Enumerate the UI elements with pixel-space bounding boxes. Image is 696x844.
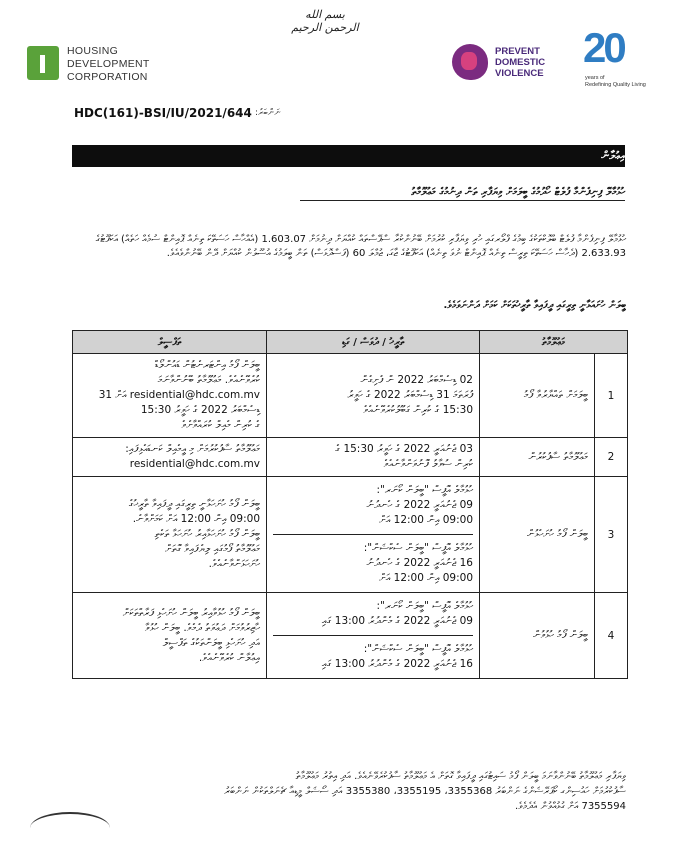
details-line: ބީލަން ފޯމު ހުށަހަޅާއިރު ހުށަހަޅާ ތަކެތި [154, 528, 260, 540]
date-line: 16 ޖެނުއަރީ 2022 ގެ ހެނދުނު [366, 557, 473, 569]
intro-paragraph: ހުޅުމާލޭ ފިނިފެންމާ ފުލެޓް ބްލޮކްތަކުގެ ބިމުގެ ފްލޯރގައި ހުރި ވިޔަފާރި ކުރުމަށް ބޭނުންކުރާ ސްޕޭސްތައް ކުއްޔަށް ދިނުމަށް 1.603.07 (އެއްހާސް ހަސަތޭކަ ތިނެއް ޕޮއިންޓް ސުމެއް ހަތެއް) އަކަފޫޓުގެ 2.633.93 (ދެހާސް ހަސަތޭކަ ތިރީސް ތިނެއް ޕޮއިންޓް ނުވަ ތިނެއް) އަކަފޫޓުގެ ޖާގަ، ޖުމްލަ 60 (ފަސްދޮޅަސް) ތަން ބީލަމުގެ އުސޫލުން ކުއްޔަށް ދޭން ބޭނުންވެއެވެ. [95, 234, 626, 259]
row-date [267, 438, 480, 477]
date-line: 09 ޖެނުއަރީ 2022 ގެ މެންދުރު 13:00 ގައި [321, 615, 473, 627]
details-line: އިޢުލާން ކުރެވޭނެއެވެ. [198, 651, 260, 664]
row-details [73, 438, 267, 477]
bismillah-calligraphy: بسم الله الرحمن الرحيم [291, 8, 359, 34]
table-row [73, 438, 628, 477]
row-date [267, 477, 480, 593]
table-row [73, 593, 628, 679]
header-details: ތަފްސީލް [73, 331, 267, 354]
announcement-headline: ހުޅުމާލޭ ފިނިފެންމާ ފުލެޓް ހޯދުމުގެ ބީލަމަށް ވިޔަފާރި ތަން ދިނުމުގެ މަޢުލޫމާތު [300, 186, 625, 201]
twenty-years-logo: 20 [583, 24, 624, 71]
date-line: 16 ޖެނުއަރީ 2022 ގެ މެންދުރު 13:00 ގައި [321, 658, 473, 670]
date-line: 03 ޖެނުއަރީ 2022 ގެ ހަވީރު 15:30 ގެ [335, 443, 473, 455]
reference-number: HDC(161)-BSI/IU/2021/644 [74, 106, 252, 120]
details-line: residential@hdc.com.mv [129, 458, 260, 470]
details-line: ހުށަހަޅަންވާނެއެވެ. [208, 558, 260, 570]
footer-line: 7355594 އަށް ގުޅުއްވުން އެދެމެވެ. [515, 801, 626, 812]
details-line: މަޢުލޫމާތު ފޯމުގައި ލިޔެފައިވާ ގޮތަށް [165, 543, 260, 555]
date-line: 09 ޖެނުއަރީ 2022 ގެ ހެނދުނު [366, 499, 473, 511]
hdc-logo-line: CORPORATION [67, 71, 148, 83]
date-line: ކުރިން ސުވާލު ފޮނުވަންވާނެއެވެ [383, 458, 473, 470]
details-line: ބީލަން ފޯމު އިންޓަރނެޓުން ޑައުންލޯޑް [154, 359, 260, 371]
date-line: 09:00 އިން 12:00 އަށް [379, 572, 473, 584]
twenty-years-caption: years of [585, 75, 605, 81]
row-number: 3 [595, 477, 628, 593]
row-item: ބީލަން ފޯމު ހުށަހެޅުން [480, 477, 595, 593]
contact-footer [74, 769, 626, 814]
schedule-table [72, 330, 628, 679]
row-number: 4 [595, 593, 628, 679]
date-line: 02 ޑިސެމްބަރު 2022 ން ފެށިގެން [360, 374, 473, 386]
footer-line: ވިޔަފާރި މަޢުލޫމާތު ބޭނުންވާނަމަ ބީލަން ފޯމު ސައިޓުގައި ދީފައިވާ ގޮތަށް އެ މަޢުލޫމާތު ސާފުކުރެވޭނެއެވެ. އަދި އިތުރު މަޢުލޫމާތު [295, 771, 626, 782]
row-details [73, 593, 267, 679]
date-line: ހުޅުމާލެ އޮފީސް "ބީލަން ކޯނަރ": [376, 484, 473, 496]
instruction-paragraph: ބީލަން ހުށައަޅާނީ ތިރީގައި ދީފައިވާ ތާރީޚުތަކަށް ކަމަށް ދަންނަވަމެވެ. [443, 300, 626, 311]
pdv-logo-line: DOMESTIC [495, 57, 546, 68]
hdc-logo-icon [27, 46, 59, 80]
footer-line: ސާފުކުރުމަށް ހައުސިންގ ކޯޕަރޭޝަންގެ ނަންބަރު 3355368، 3355195، 3355380 އަދި ސޯޝަލް މީޑިއާ ޗެނަލްތަކުން ނަންބަރު [224, 786, 626, 797]
row-item: ބީލަން ފޯމު ހުޅުވުން [480, 593, 595, 679]
details-line: މަޢުލޫމާތު ސާފުކުރުމަށް މި އީމެއިލް ކަނޑައެޅިފައި: [125, 443, 260, 455]
details-line: 09:00 އިން 12:00 އަށް ކަމަށްވާނެ. [132, 513, 260, 525]
row-date [267, 593, 480, 679]
date-group [273, 534, 473, 588]
pdv-logo-text [495, 46, 545, 79]
details-line: ހާޒިރުވުމަށް ދަޢުވަތު ދެމެވެ. ބީލަން ހުޅުވާ [144, 621, 260, 634]
prevent-domestic-violence-logo-icon [452, 44, 488, 80]
row-details [73, 354, 267, 438]
pdv-logo-line: VIOLENCE [495, 68, 544, 79]
date-line: 09:00 އިން 12:00 އަށް [379, 514, 473, 526]
date-line: ފުރަތަމަ 31 ޑިސެމްބަރު 2022 ގެ ހަވީރު [347, 389, 473, 401]
date-group [273, 635, 473, 674]
hdc-logo-line: HOUSING [67, 45, 119, 57]
date-group [273, 481, 473, 530]
pdv-logo-line: PREVENT [495, 46, 540, 57]
date-line: ހުޅުމާލެ އޮފީސް "ބީލަން ސެކްޝަން": [363, 643, 473, 655]
hdc-logo-text [67, 45, 150, 84]
twenty-years-tagline: Redefining Quality Living [585, 82, 646, 88]
signature-mark [30, 812, 110, 844]
details-line: residential@hdc.com.mv އަށް 31 [98, 389, 260, 401]
details-line: އަދި ހުށަހެޅި ބީލަންތަކުގެ ތަފްސީލް [162, 636, 260, 649]
date-group [273, 597, 473, 631]
date-line: ހުޅުމާލެ އޮފީސް "ބީލަން ކޯނަރ": [376, 600, 473, 612]
header-date: ތާރީޚު / ދުވަސް / ގަޑި [267, 331, 480, 354]
table-row [73, 354, 628, 438]
details-line: ކުރެވޭނެއެވެ. މަޢުލޫމާތު ބޭނުންވާނަމަ [157, 374, 260, 386]
row-date [267, 354, 480, 438]
date-line: ހުޅުމާލެ އޮފީސް "ބީލަން ސެކްޝަން": [363, 542, 473, 554]
row-number: 2 [595, 438, 628, 477]
table-row [73, 477, 628, 593]
row-item: މަޢުލޫމާތު ސާފުކުރުން [480, 438, 595, 477]
details-line: ގެ ކުރިން މެއިލް ކުރައްވާށެވެ [181, 419, 260, 431]
date-line: 15:30 ގެ ކުރިން ގަބޫލުކުރެވޭނެއެވެ [363, 404, 473, 416]
row-item: ބީލަމަށް ތައްޔާރުވާ ފޯމު [480, 354, 595, 438]
header-item: މަޢުލޫމާތު [480, 331, 628, 354]
reference-label: ނަންބަރު: [255, 108, 281, 118]
details-line: ޑިސެމްބަރު 2022 ގެ ހަވީރު 15:30 [140, 404, 260, 416]
details-line: ބީލަން ފޯމު ހުށަހަޅާނީ ތިރީގައި ދީފައިވާ ތާރީޚުގެ [128, 498, 260, 510]
row-number: 1 [595, 354, 628, 438]
announcement-banner: އިޢުލާން [72, 145, 625, 167]
table-header-row [73, 331, 628, 354]
hdc-logo-line: DEVELOPMENT [67, 58, 150, 70]
details-line: ބީލަން ފޯމު ހުޅުވާއިރު ބީލަން ހުށަހެޅި ފަރާތްތަކަށް [122, 606, 260, 619]
row-details [73, 477, 267, 593]
